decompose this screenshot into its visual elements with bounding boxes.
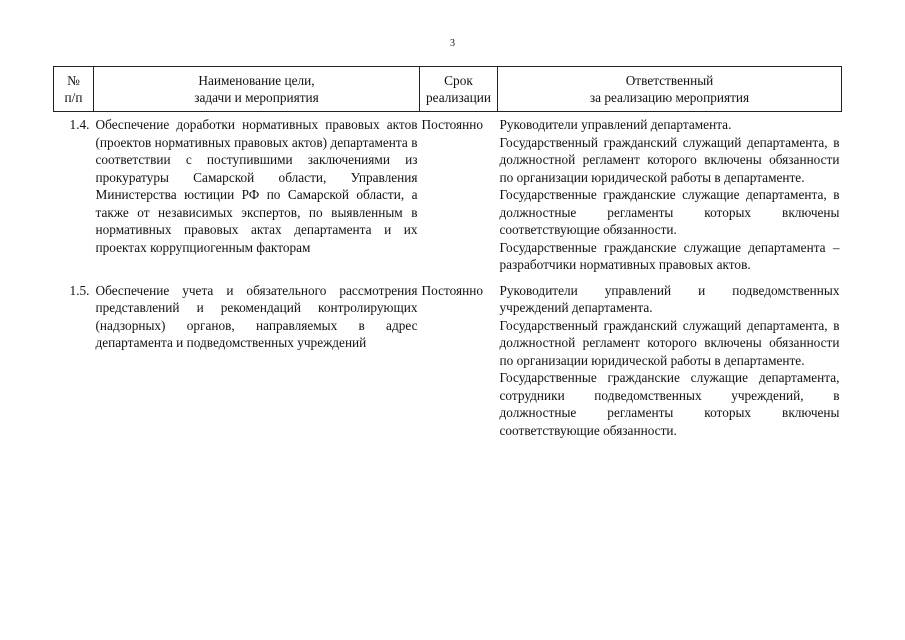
header-num-line-2: п/п [64,90,83,105]
responsible-item: Государственные гражданские служащие департамента – разработчики нормативных правовых актов. [499,239,840,272]
header-name-line-2: задачи и мероприятия [194,90,319,105]
responsible-item: Руководители управлений и подведомственных учреждений департамента. [499,282,840,315]
term-value: Постоянно [421,117,484,132]
header-name-line-1: Наименование цели, [198,72,315,88]
header-term-line-2: реализации [426,90,491,105]
row-number: 1.4. [69,117,90,132]
responsible-item: Государственные гражданские служащие департамента, сотрудники подведомственных учреждений, в должностные регламенты которых включены соответствующие обязанности. [499,370,840,438]
responsible-cell [498,112,842,274]
term-value: Постоянно [421,282,484,298]
header-responsible-line-2: за реализацию мероприятия [589,90,750,105]
responsible-item: Государственный гражданский служащий департамента, в должностной регламент которого включены обязанности по организации юридической работы в департаменте. [499,134,840,185]
responsible-item: Государственный гражданский служащий департамента, в должностной регламент которого включены обязанности по организации юридической работы в департаменте. [499,317,840,368]
page-number: 3 [450,38,455,49]
header-responsible-line-1: Ответственный [625,72,714,88]
table-row [54,274,842,440]
header-num-line-1: № [67,72,80,88]
measure-name: Обеспечение доработки нормативных правовых актов (проектов нормативных правовых актов) департамента в соответствии с поступившими заключениями из прокуратуры Самарской области, Управления Министерства юстиции РФ по Самарской области, а также от независимых экспертов, по выявленным в нормативных правовых актах департамента и их проектах коррупциогенным факторам [95,117,418,255]
responsible-cell [498,274,842,440]
row-number: 1.5. [69,282,90,298]
responsible-item: Государственные гражданские служащие департамента, в должностные регламенты которых включены соответствующие обязанности. [499,187,840,237]
header-name [94,67,420,112]
table-header-row [54,67,842,112]
measures-table [53,66,842,439]
responsible-item: Руководители управлений департамента. [499,117,732,132]
header-responsible [498,67,842,112]
measure-name: Обеспечение учета и обязательного рассмотрения представлений и рекомендаций контролирующих (надзорных) органов, направляемых в адрес департамента и подведомственных учреждений [95,282,418,350]
header-term-line-1: Срок [444,72,473,88]
table-row [54,112,842,274]
header-num [54,67,94,112]
header-term [420,67,498,112]
